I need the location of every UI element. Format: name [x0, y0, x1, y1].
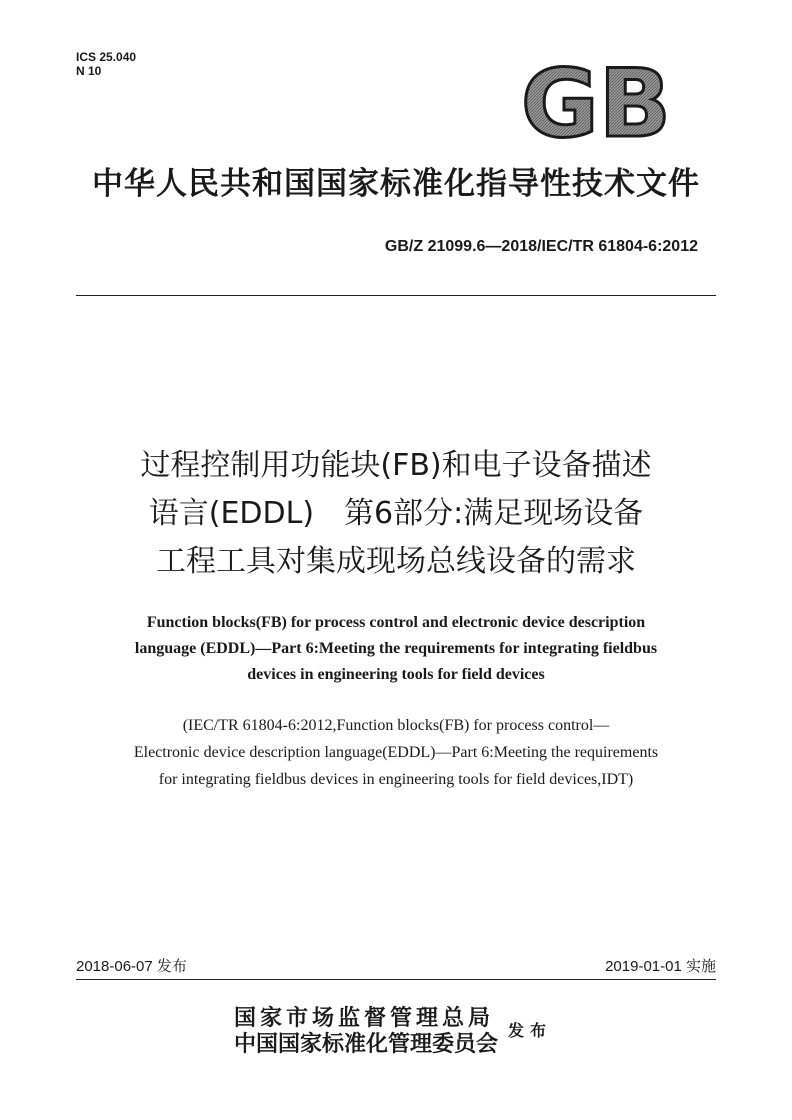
ics-code: ICS 25.040	[76, 50, 137, 64]
issuing-authorities	[234, 1005, 498, 1057]
classification-codes	[76, 50, 136, 78]
header-divider	[76, 295, 716, 296]
equivalence-line: for integrating fieldbus devices in engineering tools for field devices,IDT)	[158, 771, 634, 788]
equivalence-line: (IEC/TR 61804-6:2012,Function blocks(FB) for process control—	[182, 717, 610, 734]
gb-logo-text: GB	[521, 62, 671, 142]
footer-divider	[76, 979, 716, 980]
issuer-sac: 中国国家标准化管理委员会	[234, 1031, 499, 1057]
equivalence-note	[40, 712, 752, 793]
standard-number: GB/Z 21099.6—2018/IEC/TR 61804-6:2012	[384, 238, 698, 255]
document-type: 中华人民共和国国家标准化指导性技术文件	[92, 166, 700, 202]
implement-date: 2019-01-01 实施	[605, 958, 716, 975]
gb-logo	[518, 62, 674, 142]
issuer-samr: 国家市场监督管理总局	[234, 1005, 495, 1031]
chinese-title	[40, 442, 752, 586]
chinese-title-line: 语言(EDDL) 第6部分:满足现场设备	[148, 496, 644, 531]
english-title-line: Function blocks(FB) for process control and electronic device description	[146, 614, 646, 631]
chinese-title-line: 工程工具对集成现场总线设备的需求	[156, 544, 636, 579]
publish-date: 2018-06-07 发布	[76, 958, 187, 975]
ccs-code: N 10	[76, 64, 102, 78]
chinese-title-line: 过程控制用功能块(FB)和电子设备描述	[140, 448, 652, 483]
issue-label: 发布	[508, 1021, 553, 1040]
english-title	[40, 610, 752, 688]
english-title-line: language (EDDL)—Part 6:Meeting the requirements for integrating fieldbus	[134, 640, 658, 657]
english-title-line: devices in engineering tools for field devices	[247, 666, 545, 683]
equivalence-line: Electronic device description language(EDDL)—Part 6:Meeting the requirements	[133, 744, 659, 761]
